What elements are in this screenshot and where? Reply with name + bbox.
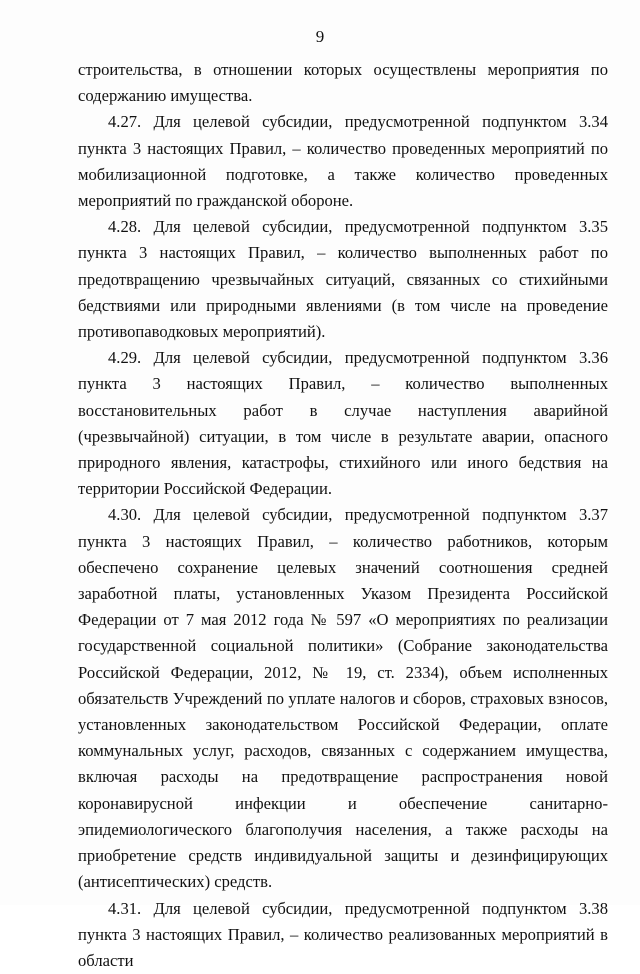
paragraph-4-27: 4.27. Для целевой субсидии, предусмотренной подпунктом 3.34 пункта 3 настоящих Правил, – количество проведенных мероприятий по мобилизационной подготовке, а также количество проведенных мероприятий по гражданской обороне. [78, 109, 608, 214]
page-number: 9 [0, 27, 640, 47]
paragraph-4-28: 4.28. Для целевой субсидии, предусмотренной подпунктом 3.35 пункта 3 настоящих Правил, – количество выполненных работ по предотвращению чрезвычайных ситуаций, связанных со стихийными бедствиями или природными явлениями (в том числе на проведение противопаводковых мероприятий). [78, 214, 608, 345]
paragraph-4-29: 4.29. Для целевой субсидии, предусмотренной подпунктом 3.36 пункта 3 настоящих Правил, – количество выполненных восстановительных работ в случае наступления аварийной (чрезвычайной) ситуации, в том числе в результате аварии, опасного природного явления, катастрофы, стихийного или иного бедствия на территории Российской Федерации. [78, 345, 608, 502]
paragraph-4-30: 4.30. Для целевой субсидии, предусмотренной подпунктом 3.37 пункта 3 настоящих Правил, – количество работников, которым обеспечено сохранение целевых значений соотношения средней заработной платы, установленных Указом Президента Российской Федерации от 7 мая 2012 года № 597 «О мероприятиях по реализации государственной социальной политики» (Собрание законодательства Российской Федерации, 2012, № 19, ст. 2334), объем исполненных обязательств Учреждений по уплате налогов и сборов, страховых взносов, установленных законодательством Российской Федерации, оплате коммунальных услуг, расходов, связанных с содержанием имущества, включая расходы на предотвращение распространения новой коронавирусной инфекции и обеспечение санитарно-эпидемиологического благополучия населения, а также расходы на приобретение средств индивидуальной защиты и дезинфицирующих (антисептических) средств. [78, 502, 608, 895]
document-body [78, 57, 608, 974]
paragraph-continuation: строительства, в отношении которых осуществлены мероприятия по содержанию имущества. [78, 57, 608, 109]
paragraph-4-31: 4.31. Для целевой субсидии, предусмотренной подпунктом 3.38 пункта 3 настоящих Правил, – количество реализованных мероприятий в области [78, 896, 608, 974]
